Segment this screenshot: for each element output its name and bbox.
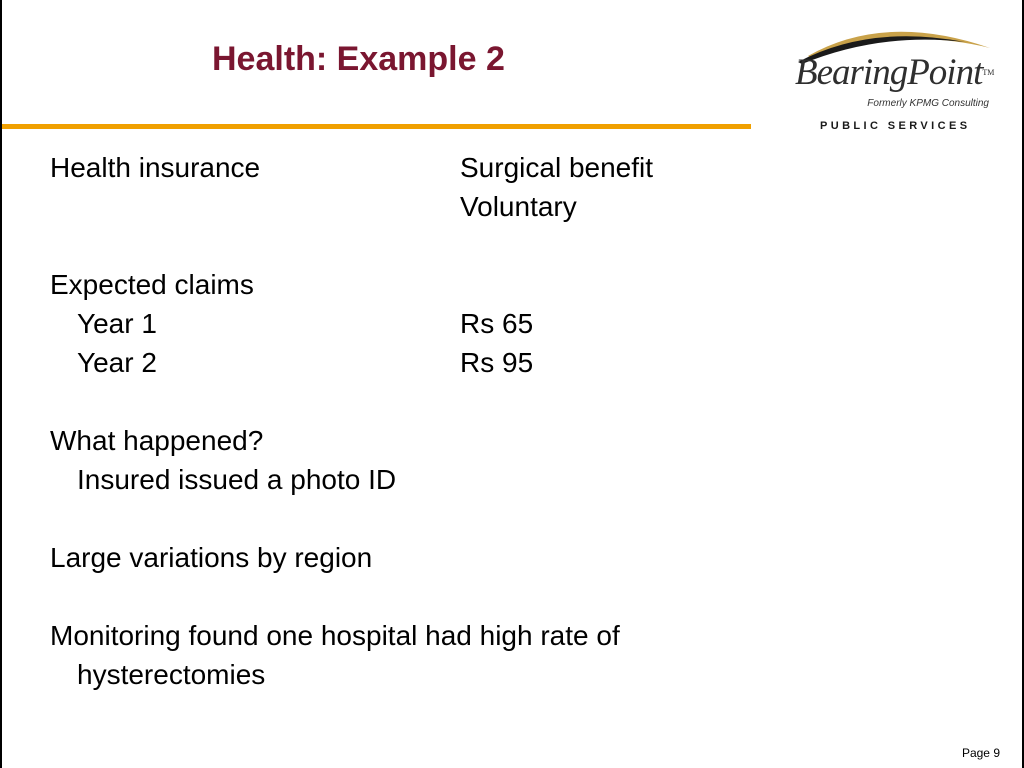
logo-tagline: PUBLIC SERVICES [820,120,971,132]
spacer [50,577,780,616]
claim-row [50,343,780,382]
insurance-row-2 [50,187,780,226]
insurance-value: Surgical benefit [460,152,654,183]
left-border [0,0,2,768]
claim-label: Year 1 [77,308,157,339]
claims-heading: Expected claims [50,269,254,300]
claim-value: Rs 65 [460,308,534,339]
what-happened-detail: Insured issued a photo ID [77,464,397,495]
variations-text: Large variations by region [50,542,373,573]
monitoring-text: Monitoring found one hospital had high rate of [50,620,620,651]
claim-row [50,304,780,343]
title-divider [2,124,751,129]
insurance-value: Voluntary [460,191,577,222]
spacer [50,499,780,538]
logo-trademark: TM [982,68,995,77]
what-happened-heading: What happened? [50,425,264,456]
bearingpoint-logo [790,18,1005,113]
insurance-row [50,148,780,187]
spacer [50,226,780,265]
monitoring-text-continued: hysterectomies [77,659,266,690]
insurance-label: Health insurance [50,152,261,183]
page-number: Page 9 [961,746,1000,760]
slide-body [50,148,780,694]
claim-label: Year 2 [77,347,157,378]
spacer [50,382,780,421]
logo-name: BearingPoint [795,52,983,93]
slide-title: Health: Example 2 [212,40,505,78]
logo-wordmark [795,52,994,94]
logo-subtitle: Formerly KPMG Consulting [867,98,989,109]
claim-value: Rs 95 [460,347,534,378]
